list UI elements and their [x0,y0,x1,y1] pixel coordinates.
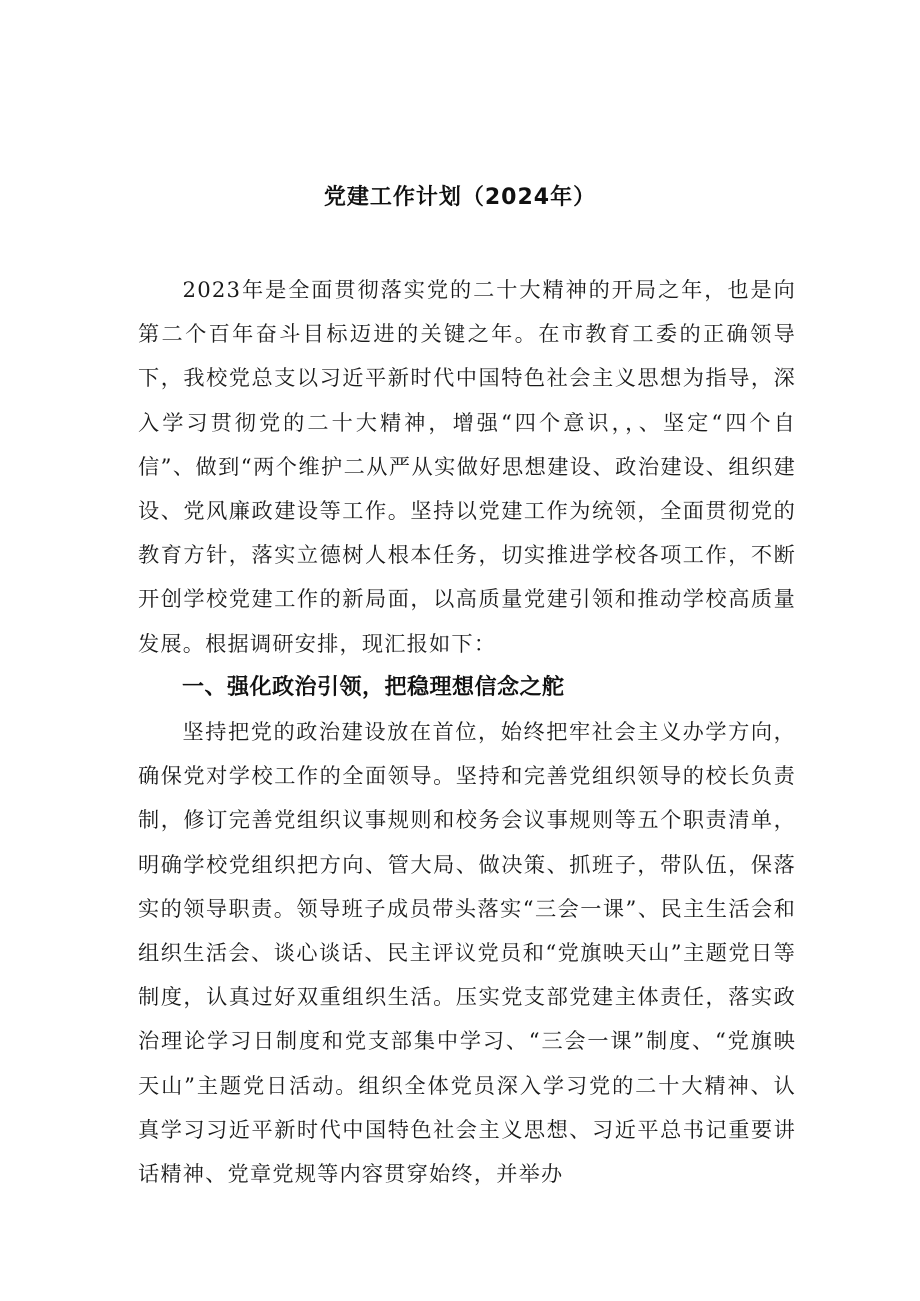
intro-paragraph: 2023年是全面贯彻落实党的二十大精神的开局之年，也是向第二个百年奋斗目标迈进的关键之年。在市教育工委的正确领导下，我校党总支以习近平新时代中国特色社会主义思想为指导，深入学习贯彻党的二十大精神，增强“四个意识，，、坚定“四个自信”、做到“两个维护二从严从实做好思想建设、政治建设、组织建设、党风廉政建设等工作。坚持以党建工作为统领，全面贯彻党的教育方针，落实立德树人根本任务，切实推进学校各项工作，不断开创学校党建工作的新局面，以高质量党建引领和推动学校高质量发展。根据调研安排，现汇报如下： [138,277,796,656]
document-body [138,268,796,1196]
section-1-paragraph: 坚持把党的政治建设放在首位，始终把牢社会主义办学方向，确保党对学校工作的全面领导。坚持和完善党组织领导的校长负责制，修订完善党组织议事规则和校务会议事规则等五个职责清单，明确学校党组织把方向、管大局、做决策、抓班子，带队伍，保落实的领导职责。领导班子成员带头落实“三会一课”、民主生活会和组织生活会、谈心谈话、民主评议党员和“党旗映天山”主题党日等制度，认真过好双重组织生活。压实党支部党建主体责任，落实政治理论学习日制度和党支部集中学习、“三会一课”制度、“党旗映天山”主题党日活动。组织全体党员深入学习党的二十大精神、认真学习习近平新时代中国特色社会主义思想、习近平总书记重要讲话精神、党章党规等内容贯穿始终，并举办 [138,719,796,1187]
section-heading-1: 一、强化政治引领，把稳理想信念之舵 [182,674,565,700]
document-title: 党建工作计划（2024年） [323,185,597,210]
